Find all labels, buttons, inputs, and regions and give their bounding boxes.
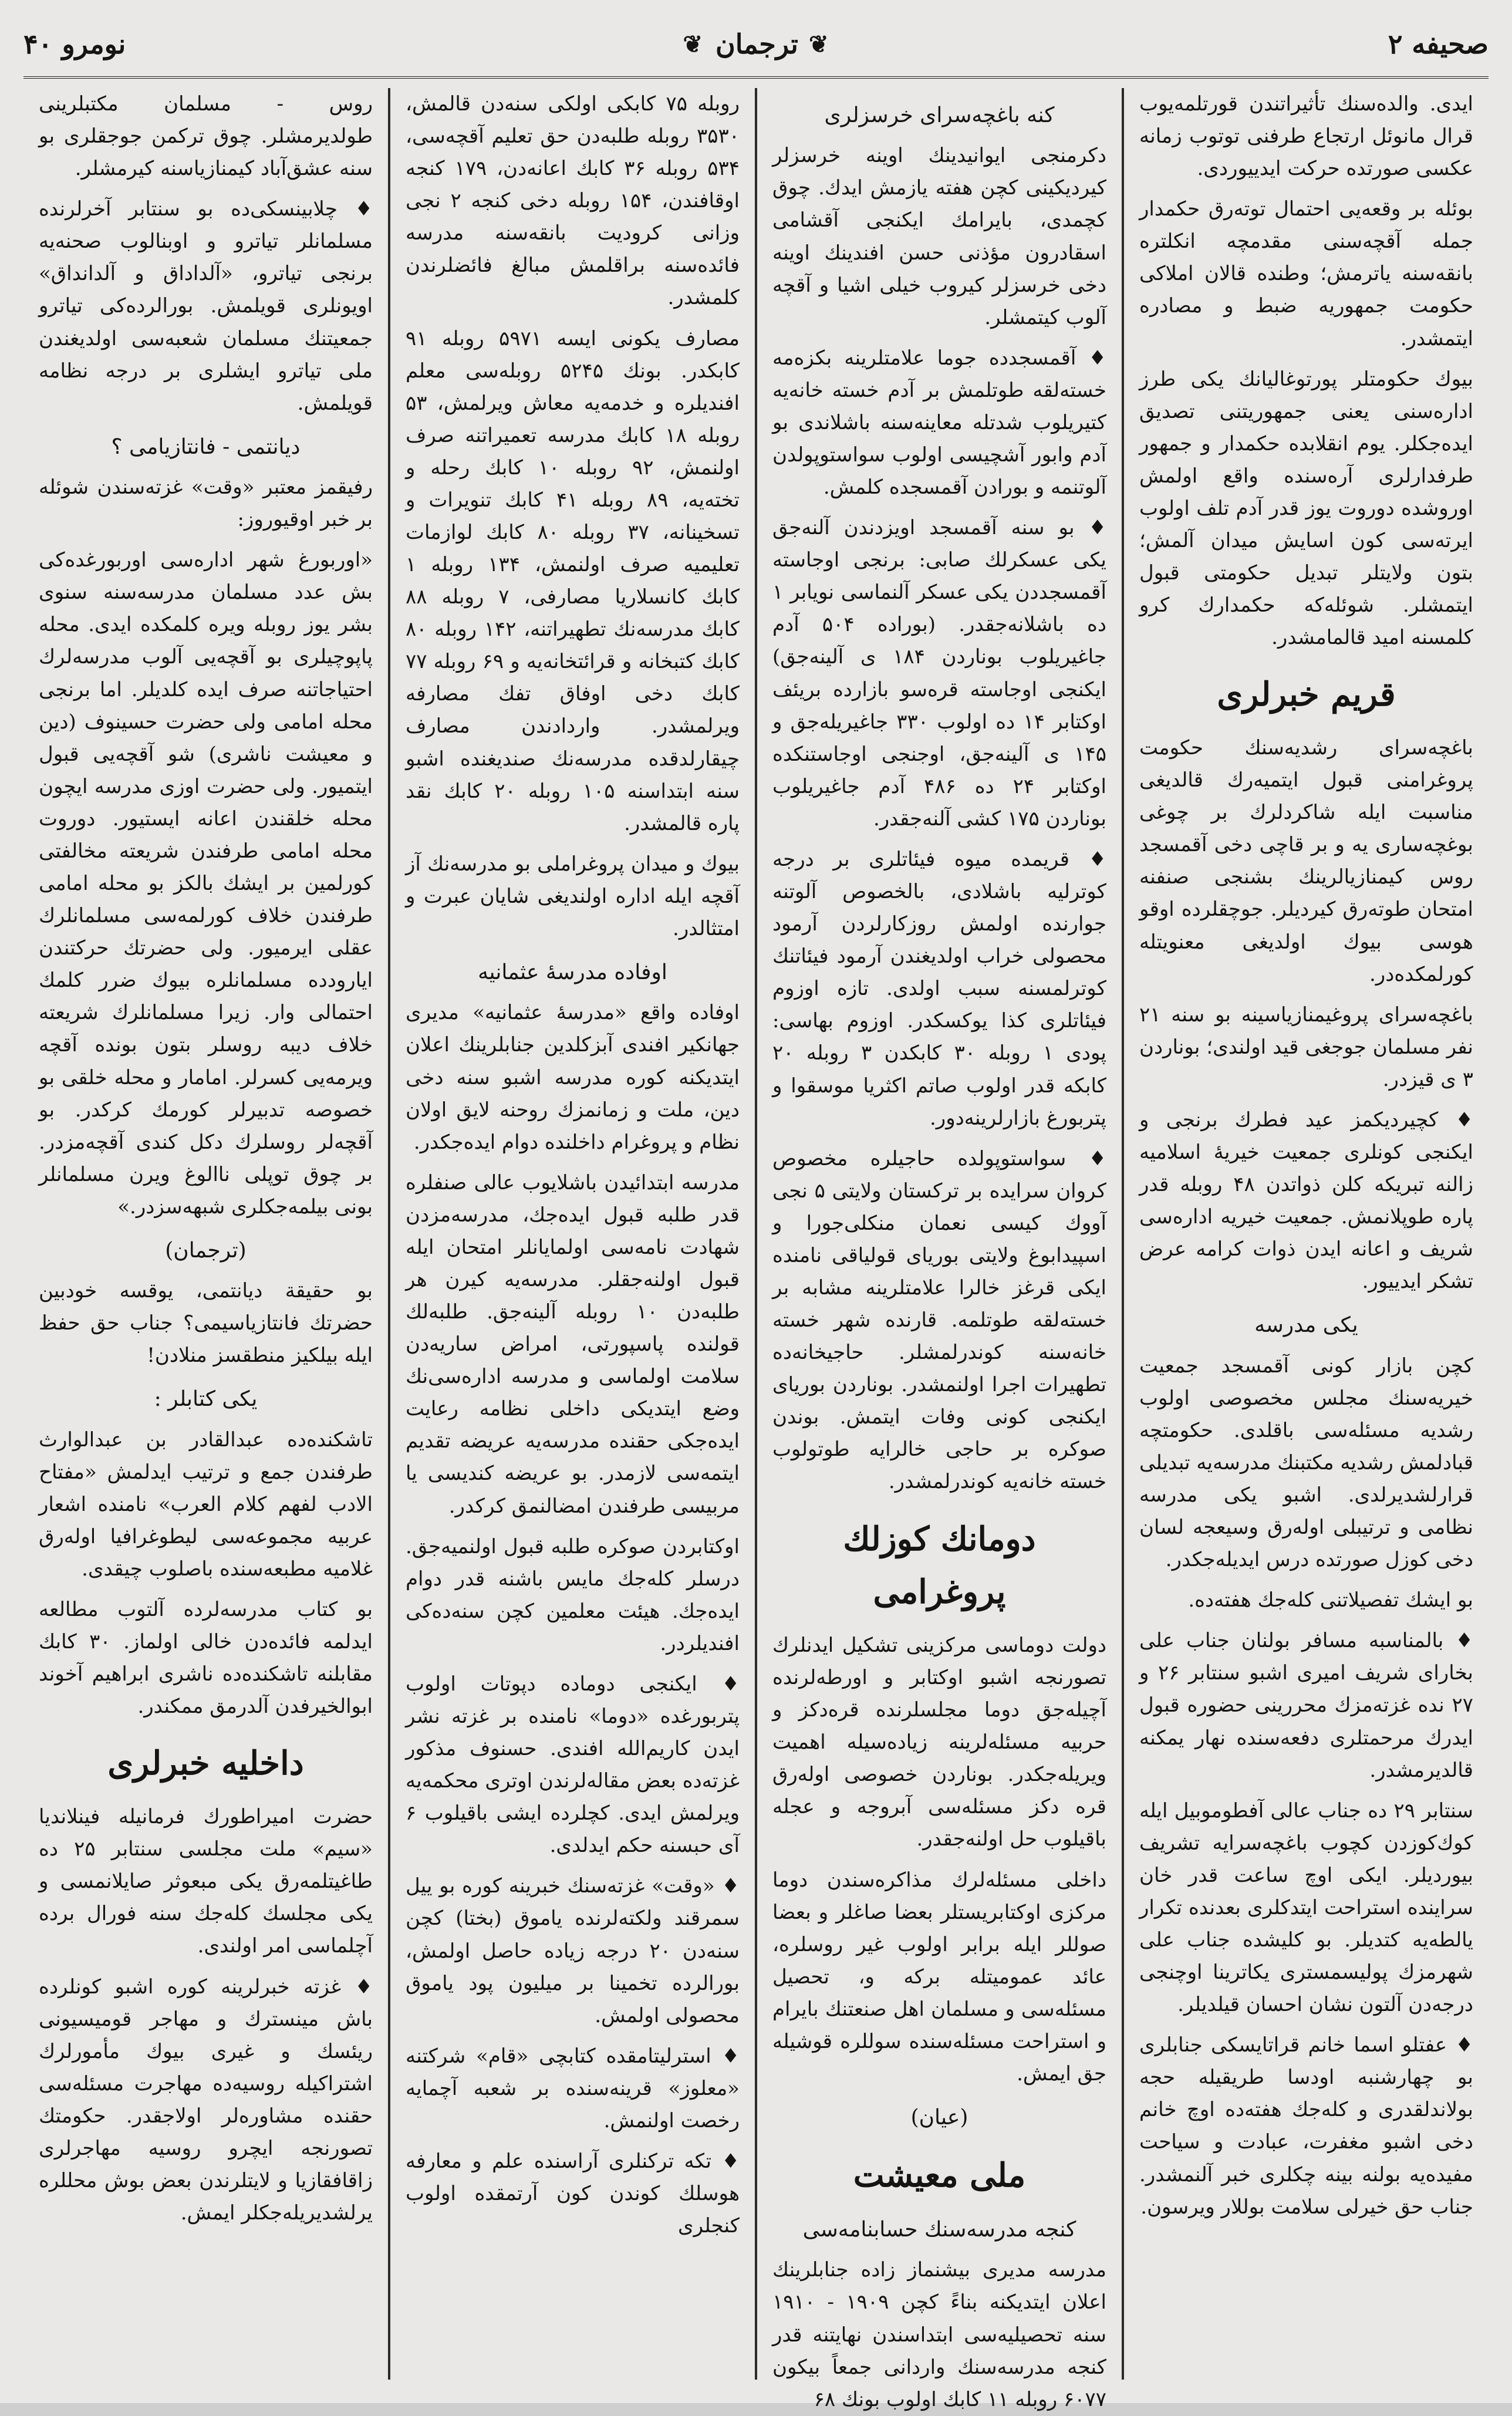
paragraph: «اوربورغ شهر اداره‌سی اوربورغده‌کی بش عدد مسلمان مدرسه‌سنه سنوی بشر یوز روبله ویره کلمکده ایدی. محله پاپوچیلری بو آقچه‌یی آلوب مدرسه‌لرك احتیاجاتنه صرف ایده کلدیلر. اما برنجی محله امامی ولی حضرت حسینوف (دین و معیشت ناشری) شو آقچه‌یی قبول ایتمیور. ولی حضرت اوزی مدرسه ایچون محله خلقندن اعانه ایستیور. دوروت محله امامی طرفندن شریعته مخالفتی کورلمین بر ایشك بالکز بو محله امامی طرفندن خلاف کورلمه‌سی مسلمانلرك عقلی ایرمیور. ولی حضرتك حرکتندن ایارودده مسلمانلره بیوك ضرر کلمك احتمالی وار. زیرا مسلمانلرك شریعته خلاف دیبه روسلر بتون بونده آقچه ویرمه‌یی کسرلر. امامار و محله خلقی بو خصوصه تدبیرلر کورمك کرکدر. بو آقچه‌لر روسلرك دکل کندی آقچه‌مزدر. بر چوق توپلی ناالوغ ویرن مسلمانلر بونی بیلمه‌جکلری شبهه‌سزدر.»: [39, 548, 373, 1219]
paragraph: ♦ استرلیتامقده کتابچی «قام» شرکتنه «معلوز» قرینه‌سنده بر شعبه آچمایه رخصت اولنمش.: [406, 2044, 740, 2132]
paragraph: سنتابر ۲۹ ده جناب عالی آفطوموبیل ایله کوك‌کوزدن کچوب باغچه‌سرایه تشریف بیوردیلر. ایکی اوچ ساعت قدر خان سراینده استراحت ایتدکلری بعدنده تکرار یالطه‌یه کتدیلر. بو کلیشده جناب علی شهرمزك پولیسمستری یکاترینا اوچنجی درجه‌دن آلتون نشان احسان قیلدیلر.: [1139, 1798, 1473, 2017]
ornament-right-icon: ❦: [808, 30, 831, 58]
paragraph: داخلی مسئله‌لرك مذاکره‌سندن دوما مرکزی اوکتابریستلر بعضا صاغلر و بعضا صوللر ایله برابر اولوب غیر روسلره، عائد عمومیتله برکه و، تحصیل مسئله‌سی و مسلمان اهل صنعتنك بایرام و استراحت مسئله‌سنده سوللره قوشیله جق ایمش.: [772, 1868, 1106, 2086]
masthead: [23, 12, 1489, 79]
source-attribution: (ترجمان): [165, 1238, 247, 1263]
paragraph: ♦ بو سنه آقمسجد اویزدندن آلنه‌جق یکی عسکرلك صابی: برنجی اوجاسته آقمسجددن یکی عسکر آلنماسی نویابر ۱ ده باشلانه‌جقدر. (بوراده ۵۰۴ آدم جاغیریلوب بوناردن ۱۸۴ ی آلینه‌جق) ایکنجی اوجاسته قره‌سو بازارده بریئف اوکتابر ۱۴ ده اولوب ۳۳۰ جاغیریله‌جق و ۱۴۵ ی آلینه‌جق، اوجنجی اوجاستنکده اوکتابر ۲۴ ده ۴۸۶ آدم جاغیریلوب بوناردن ۱۷۵ کشی آلنه‌جقدر.: [772, 516, 1106, 831]
section-subheading: دیانتمی - فانتازیامی ؟: [111, 434, 301, 459]
paragraph: بو حقیقة دیانتمی، یوقسه خودبین حضرتك فانتازیاسیمی؟ جناب حق حفظ ایله بیلکیز منطقسز منلادن!: [39, 1279, 373, 1368]
paragraph: روس - مسلمان مکتبلرینی طولدیرمشلر. چوق ترکمن جوجقلری بو سنه عشق‌آباد کیمنازیاسنه کیرمشلر.: [39, 92, 373, 181]
paragraph: دولت دوماسی مرکزینی تشکیل ایدنلرك تصورنجه اشبو اوکتابر و اورطه‌لرنده آچیله‌جق دوما مجلسلرنده قره‌دکز و حربیه مسئله‌لرینه زیاده‌سیله اهمیت ویریله‌جکدر. بوناردن خصوصی اوله‌رق قره دکز مسئله‌سی آبروجه و عجله باقیلوب حل اولنه‌جقدر.: [772, 1633, 1106, 1851]
paragraph: ♦ کچیردیکمز عید فطرك برنجی و ایکنجی کونلری جمعیت خیریهٔ اسلامیه زالنه تبریکه کلن ذواتدن ۴۸ روبله قدر پاره طوپلانمش. جمعیت خیریه اداره‌سی شریف و اعانه ایدن ذوات کرامه عرض تشکر ایدییور.: [1139, 1108, 1473, 1294]
paragraph: ♦ تکه ترکنلری آراسنده علم و معارفه هوسلك کوندن کون آرتمقده اولوب کنجلری: [406, 2150, 740, 2238]
paragraph: اوکتابردن صوکره طلبه قبول اولنمیه‌جق. درسلر کله‌جك مایس باشنه قدر دوام ایده‌جك. هیئت معلمین کچن سنه‌ده‌کی افندیلردر.: [406, 1534, 740, 1655]
masthead-center: [683, 28, 831, 60]
paragraph: رفیقمز معتبر «وقت» غزته‌سندن شوئله بر خبر اوقیوروز:: [39, 475, 373, 532]
paragraph: باغچه‌سرای رشدیه‌سنك حکومت پروغرامنی قبول ایتمیه‌رك قالدیغی مناسبت ایله شاکردلرك بر چوغی بوغچه‌ساری یه و بر قاچی دخی آقمسجد روس کیمنازیالرینك بشنجی صنفنه امتحان طوته‌رق کیردیلر. جوچقلرده اوقو هوسی بیوك اولدیغی معنویتله کورلمکده‌در.: [1139, 736, 1473, 986]
article-columns: [23, 88, 1489, 2411]
paragraph: بو کتاب مدرسه‌لرده آلتوب مطالعه ایدلمه فائده‌دن خالی اولماز. ۳۰ کابك مقابلنه تاشکنده‌ده ناشری ابراهیم آخوند ابوالخیرفدن آلدرمق ممکندر.: [39, 1598, 373, 1719]
newspaper-title: ترجمان: [715, 28, 798, 60]
issue-number-label: نومرو ۴۰: [23, 28, 126, 60]
paragraph: ♦ غزته خبرلرینه کوره اشبو کونلرده باش مینسترك و مهاجر قومیسیونی ریئسك و غیری بیوك مأمورلرك اشتراکیله روسیه‌ده مهاجرت مسئله‌سی حقنده مشاوره‌لر اولاجقدر. حکومتك تصورنجه ایچرو روسیه مهاجرلری زاقافقازیا و لایتلرندن بعض بوش محللره یرلشدیریله‌جکلر ایمش.: [39, 1975, 373, 2225]
section-heading: ملی معیشت: [853, 2156, 1026, 2195]
paragraph: باغچه‌سرای پروغیمنازیاسینه بو سنه ۲۱ نفر مسلمان جوجغی قید اولندی؛ بوناردن ۳ ی قیزدر.: [1139, 1003, 1473, 1091]
paragraph: بوئله بر وقعه‌یی احتمال توته‌رق حکمدار جمله آقچه‌سنی مقدمچه انکلتره بانقه‌سنه یاترمش؛ وطنده قالان املاکی حکومت جمهوریه ضبط و مصادره ایتمشدر.: [1139, 197, 1473, 350]
section-subheading: کنجه مدرسه‌سنك حسابنامه‌سی: [802, 2218, 1076, 2242]
paragraph: ♦ قریمده میوه فیئاتلری بر درجه کوترلیه باشلادی، بالخصوص آلوتنه جوارنده اولمش روزکارلردن آرمود محصولی خراب اولدیغندن آرمود فیئاتنك کوترلمسنه سبب اولدی. تازه اوزوم فیئاتلری کذا یوکسکدر. اوزوم بهاسی: پودی ۱ روبله ۳۰ کابکدن ۳ روبله ۲۰ کابکه قدر اولوب صاتم اکثریا موسقوا و پتربورغ بازارلرینه‌دور.: [772, 847, 1106, 1130]
paragraph: ♦ بالمناسبه مسافر بولنان جناب علی بخارای شریف امیری اشبو سنتابر ۲۶ و ۲۷ نده غزته‌مزك محررینی حضوره قبول ایدرك مرحمتلری دفعه‌سنده نهار یمکنه قالدیرمشدر.: [1139, 1629, 1473, 1782]
paragraph: مصارف یکونی ایسه ۵۹۷۱ روبله ۹۱ کابکدر. بونك ۵۲۴۵ روبله‌سی معلم افندیلره و خدمه‌یه معاش ویرلمش، ۵۳ روبله ۱۸ کابك مدرسه تعمیراتنه صرف اولنمش، ۹۲ روبله ۱۰ کابك رحله و تخته‌یه، ۸۹ روبله ۴۱ کابك تنویرات و تسخینانه، ۳۷ روبله ۸۰ کابك لوازمات تعلیمیه صرف اولنمش، ۱۳۴ روبله ۱ کابك کانسلاریا مصارفی، ۷ روبله ۸۸ کابك مدرسه‌نك تطهیراتنه، ۱۴۲ روبله ۸۰ کابك کتبخانه و قرائتخانه‌یه و ۶۹ روبله ۷۷ کابك دخی اوفاق تفك مصارفه ویرلمشدر. واردادندن مصارف چیقارلدقده مدرسه‌نك صندیغنده اشبو سنه ابتداسنه ۱۰۵ روبله ۲۰ کابك نقد پاره قالمشدر.: [406, 326, 740, 835]
paragraph: کچن بازار کونی آقمسجد جمعیت خیریه‌سنك مجلس مخصوصی اولوب رشدیه مسئله‌سی باقلدی. حکومتچه قبادلمش رشدیه مکتبنك مدرسه‌یه تبدیلی قرارلشدیرلدی. اشبو یکی مدرسه نظامی و ترتیبلی اوله‌رق وسیعجه لسان دخی کوزل صورتده درس ایدیله‌جکدر.: [1139, 1354, 1473, 1572]
paragraph: ♦ سواستوپولده حاجیلره مخصوص کروان سرایده بر ترکستان ولایتی ۵ نجی آووك کیسی نعمان منکلی‌جورا و اسپیدابوغ ولایتی بوریای قولیاقی نامنده ایکی قرغز خالرا علامتلرینه مشابه بر خسته‌لقه طوتلمه. قارنده شهر خسته خانه‌سنه کوندرلمشلر. حاجیخانه‌ده تطهیرات اجرا اولنمشدر. بوناردن بوریای ایکنجی کونی وفات ایتمش. بوندن صوکره بر حاجی خالرایه طوتولوب خسته خانه‌یه کوندرلمشدر.: [772, 1146, 1106, 1494]
column-3: [388, 88, 755, 2380]
paragraph: اوفاده واقع «مدرسهٔ عثمانیه» مدیری جهانکیر افندی آبزکلدین جنابلرینك اعلان ایتدیکنه کوره مدرسه اشبو سنه دخی دین، ملت و زمانمزك روحنه لایق اولان نظام و پروغرام داخلنده دوام ایده‌جکدر.: [406, 1001, 740, 1154]
column-2: [755, 88, 1122, 2411]
paragraph: تاشکنده‌ده عبدالقادر بن عبدالوارث طرفندن جمع و ترتیب ایدلمش «مفتاح الادب لفهم کلام العرب» نامنده اشعار عربیه مجموعه‌سی لیطوغرافیا اوله‌رق غلامیه مطبعه‌سنده باصلوب چیقدی.: [39, 1428, 373, 1581]
paragraph: مدرسه ابتدائیدن باشلایوب عالی صنفلره قدر طلبه قبول ایده‌جك، مدرسه‌مزدن شهادت نامه‌سی اولمایانلر امتحان ایله قبول اولنه‌جقلر. مدرسه‌یه کیرن هر طلبه‌دن ۱۰ روبله آلینه‌جق. طلبه‌لك قولنده پاسپورتی، امراض ساریه‌دن سلامت اولماسی و مدرسه اداره‌سی‌نك وضع ایتدیکی داخلی نظامه رعایت ایده‌جکی حقنده مدرسه‌یه عریضه تقدیم ایتمه‌سی لازمدر. بو عریضه کندیسی یا مربیسی طرفندن امضالنمق کرکدر.: [406, 1170, 740, 1518]
section-heading: داخلیه خبرلری: [107, 1744, 304, 1783]
ornament-left-icon: ❦: [683, 30, 705, 58]
paragraph: مدرسه مدیری بیشنماز زاده جنابلرینك اعلان ایتدیکنه بناءً کچن ۱۹۰۹ - ۱۹۱۰ سنه تحصیلیه‌سی ابتداسندن نهایتنه قدر کنجه مدرسه‌سنك واردانی جمعاً بیکون ۶۰۷۷ روبله ۱۱ کابك اولوب بونك ۶۸: [772, 2258, 1106, 2411]
section-heading: قریم خبرلری: [1217, 675, 1396, 714]
paragraph: ♦ آقمسجدده جوما علامتلرینه بکزه‌مه خسته‌لقه طوتلمش بر آدم خسته خانه‌یه کتیریلوب شدتله معاینه‌سنه باشلاندی بو آدم وابور آشچیسی اولوب سواستوپولدن آلوتنمه و بورادن آقمسجده کلمش.: [772, 346, 1106, 500]
column-4: [23, 88, 388, 2380]
article-title: کنه باغچه‌سرای خرسزلری: [824, 103, 1055, 127]
paragraph: ♦ «وقت» غزته‌سنك خبرینه کوره بو ییل سمرقند ولکته‌لرنده یاموق (بختا) کچن سنه‌دن ۲۰ درجه زیاده حاصل اولمش، بورالرده تخمینا بر میلیون پود یاموق محصولی اولمش.: [406, 1874, 740, 2027]
section-subheading: (عیان): [910, 2105, 968, 2130]
paragraph: بیوك و میدان پروغراملی بو مدرسه‌نك آز آقچه ایله اداره اولندیغی شایان عبرت و امتثالدر.: [406, 852, 740, 940]
paragraph: دکرمنجی ایوانیدینك اوینه خرسزلر کیردیکینی کچن هفته یازمش ایدك. چوق کچمدی، بایرامك ایکنجی آقشامی اسقادرون مؤذنی حسن افندینك اوینه دخی خرسزلر کیروب خیلی اشیا و آقچه آلوب کیتمشلر.: [772, 144, 1106, 329]
section-subheading: یکی مدرسه: [1254, 1313, 1358, 1338]
paragraph: روبله ۷۵ کابکی اولکی سنه‌دن قالمش، ۳۵۳۰ روبله طلبه‌دن حق تعلیم آقچه‌سی، ۵۳۴ روبله ۳۶ کابك اعانه‌دن، ۱۷۹ کنجه اوقافندن، ۱۵۴ روبله دخی کنجه ۲ نجی وزانی کرودیت بانقه‌سنه مدرسه فائده‌سنه براقلمش مبالغ فائضلرندن کلمشدر.: [406, 92, 740, 310]
section-heading: دومانك کوزلك پروغرامی: [843, 1519, 1036, 1612]
paragraph: ♦ چلابینسکی‌ده بو سنتابر آخرلرنده مسلمانلر تیاترو و اوبنالوب صحنه‌یه برنجی تیاترو، «آلداداق و آلدانداق» اویونلری قویلمش. بورالرده‌کی تیاترو جمعیتنك مسلمان شعبه‌سی اولدیغندن ملی تیاترو ایشلری بر درجه نظامه قویلمش.: [39, 197, 373, 415]
paragraph: حضرت امیراطورك فرمانیله فینلاندیا «سیم» ملت مجلسی سنتابر ۲۵ ده طاغیتلمه‌رق یکی مبعوثر صایلانمسی و یکی مجلسك کله‌جك سنه فورال برده آچلماسی امر اولندی.: [39, 1805, 373, 1958]
section-subheading: اوفاده مدرسهٔ عثمانیه: [478, 960, 667, 985]
paragraph: ایدی. والده‌سنك تأثیراتندن قورتلمه‌یوب قرال مانوئل ارتجاع طرفنی توتوب زمانه عکسی صورتده حرکت ایدییوردی.: [1139, 92, 1473, 181]
column-1: [1122, 88, 1489, 2380]
paragraph: ♦ عفتلو اسما خانم قراتایسکی جنابلری بو چهارشنبه اودسا طریقیله حجه بولاندلقدری و کله‌جك هفته‌ده اوچ خانم دخی اشبو مغفرت، عبادت و سیاحت مفیده‌یه بولنه بینه چکلری خبر آلنمشدر. جناب حق خیرلی سلامت بوللار ویرسون.: [1139, 2033, 1473, 2219]
page-number-label: صحیفه ۲: [1388, 28, 1489, 60]
paragraph: ♦ ایکنجی دوماده دپوتات اولوب پتربورغده «دوما» نامنده بر غزته نشر ایدن کاریم‌الله افندی. حسنوف مذکور غزته‌ده بعض مقاله‌لرندن اوتری محکمه‌یه ویرلمش ایدی. کچلرده ایشی باقیلوب ۶ آی حبسنه حکم ایدلدی.: [406, 1672, 740, 1858]
paragraph: بو ایشك تفصیلاتنی کله‌جك هفته‌ده.: [1188, 1588, 1473, 1612]
section-subheading: یکی کتابلر :: [154, 1387, 258, 1412]
paragraph: بیوك حکومتلر پورتوغالیانك یکی طرز اداره‌سنی یعنی جمهوریتنی تصدیق ایده‌جکلر. یوم انقلابده حکمدار و جمهور طرفدارلری آره‌سنده واقع اولمش اوروشده دوروت یوز قدر آدم تلف اولوب ایرته‌سی کون اسایش میدان آلمش؛ بتون ولایتلر تبدیل حکومتی قبول ایتمشلر. شوئله‌که حکمدارك کرو کلمسنه امید قالمامشدر.: [1139, 367, 1473, 650]
